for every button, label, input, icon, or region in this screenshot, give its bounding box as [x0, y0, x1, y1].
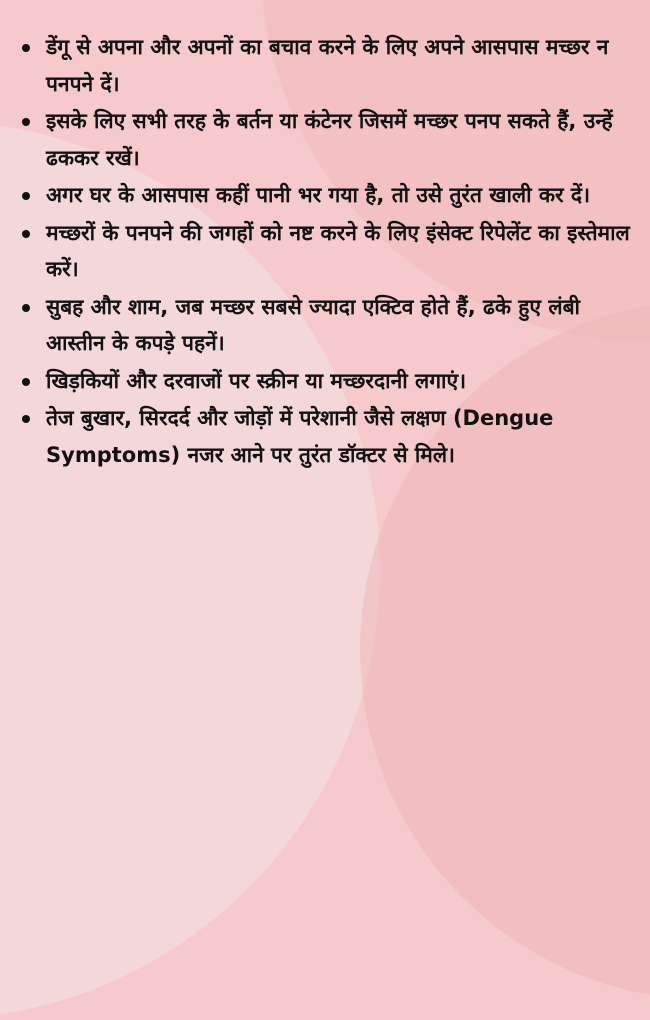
tip-text: तेज बुखार, सिरदर्द और जोड़ों में परेशानी जैसे लक्षण (Dengue Symptoms) नजर आने पर तुरंत डॉक्टर से मिले। [46, 406, 554, 467]
bullet-icon [22, 192, 30, 200]
list-item [18, 400, 644, 473]
bullet-icon [22, 230, 30, 238]
bullet-icon [22, 44, 30, 52]
bullet-icon [22, 118, 30, 126]
tip-text: मच्छरों के पनपने की जगहों को नष्ट करने के लिए इंसेक्ट रिपेलेंट का इस्तेमाल करें। [46, 220, 630, 281]
tip-text: खिड़कियों और दरवाजों पर स्क्रीन या मच्छरदानी लगाएं। [46, 368, 467, 393]
tips-list [18, 29, 644, 473]
tip-text: डेंगू से अपना और अपनों का बचाव करने के लिए अपने आसपास मच्छर न पनपने दें। [46, 35, 609, 96]
list-item [18, 363, 644, 400]
bullet-icon [22, 378, 30, 386]
list-item [18, 215, 644, 288]
tip-text: अगर घर के आसपास कहीं पानी भर गया है, तो उसे तुरंत खाली कर दें। [46, 183, 591, 207]
list-item [18, 29, 644, 102]
bullet-icon [22, 415, 30, 423]
tip-text: सुबह और शाम, जब मच्छर सबसे ज्यादा एक्टिव होते हैं, ढके हुए लंबी आस्तीन के कपड़े पहनें। [46, 294, 580, 355]
bullet-icon [22, 304, 30, 312]
list-item [18, 103, 644, 176]
tip-text: इसके लिए सभी तरह के बर्तन या कंटेनर जिसमें मच्छर पनप सकते हैं, उन्हें ढककर रखें। [46, 109, 613, 170]
list-item [18, 177, 644, 214]
list-item [18, 289, 644, 362]
